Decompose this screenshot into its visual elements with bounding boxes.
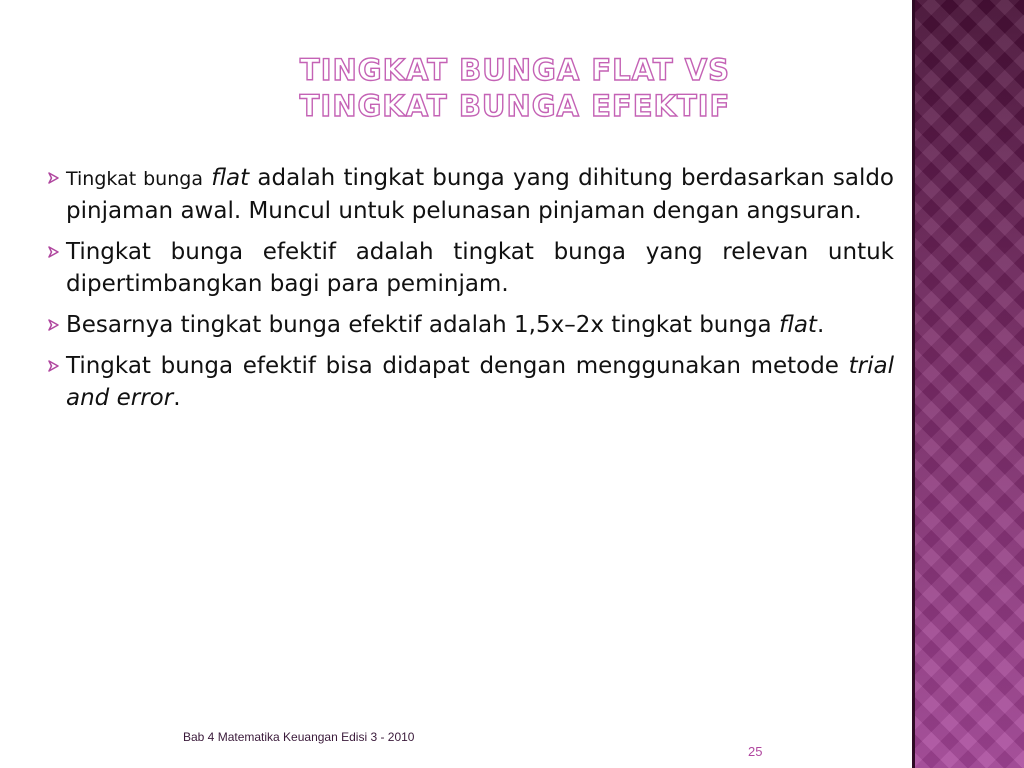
bullet-1-lead: Tingkat bunga xyxy=(66,168,203,190)
bullet-4-emphasis: trial and error xyxy=(66,353,894,411)
bullet-4-end: . xyxy=(173,385,181,411)
page-number: 25 xyxy=(748,744,763,759)
bullet-4-text: Tingkat bunga efektif bisa didapat dengan menggunakan metode xyxy=(66,353,849,379)
bullet-list xyxy=(48,162,894,423)
bullet-item-2 xyxy=(48,236,894,300)
slide-title xyxy=(150,52,880,124)
decorative-side-band xyxy=(912,0,1024,768)
title-line-2: TINGKAT BUNGA EFEKTIF xyxy=(299,89,731,123)
arrow-bullet-icon xyxy=(48,162,66,194)
arrow-bullet-icon xyxy=(48,350,66,382)
bullet-1-emphasis: flat xyxy=(211,165,250,191)
footer-source: Bab 4 Matematika Keuangan Edisi 3 - 2010 xyxy=(183,730,415,744)
bullet-1-text: adalah tingkat bunga yang dihitung berdasarkan saldo pinjaman awal. Muncul untuk pelunasan pinjaman dengan angsuran. xyxy=(66,165,895,224)
bullet-3-end: . xyxy=(816,312,825,338)
bullet-2-text: Tingkat bunga efektif adalah tingkat bunga yang relevan untuk dipertimbangkan bagi para peminjam. xyxy=(66,239,894,297)
arrow-bullet-icon xyxy=(48,309,66,341)
bullet-3-emphasis: flat xyxy=(778,312,817,338)
title-line-1: TINGKAT BUNGA FLAT VS xyxy=(299,53,731,87)
bullet-item-3 xyxy=(48,309,894,341)
bullet-3-text: Besarnya tingkat bunga efektif adalah 1,5x–2x tingkat bunga xyxy=(66,312,779,338)
bullet-item-4 xyxy=(48,350,894,414)
arrow-bullet-icon xyxy=(48,236,66,268)
side-band-edge xyxy=(912,0,915,768)
bullet-item-1 xyxy=(48,162,894,227)
